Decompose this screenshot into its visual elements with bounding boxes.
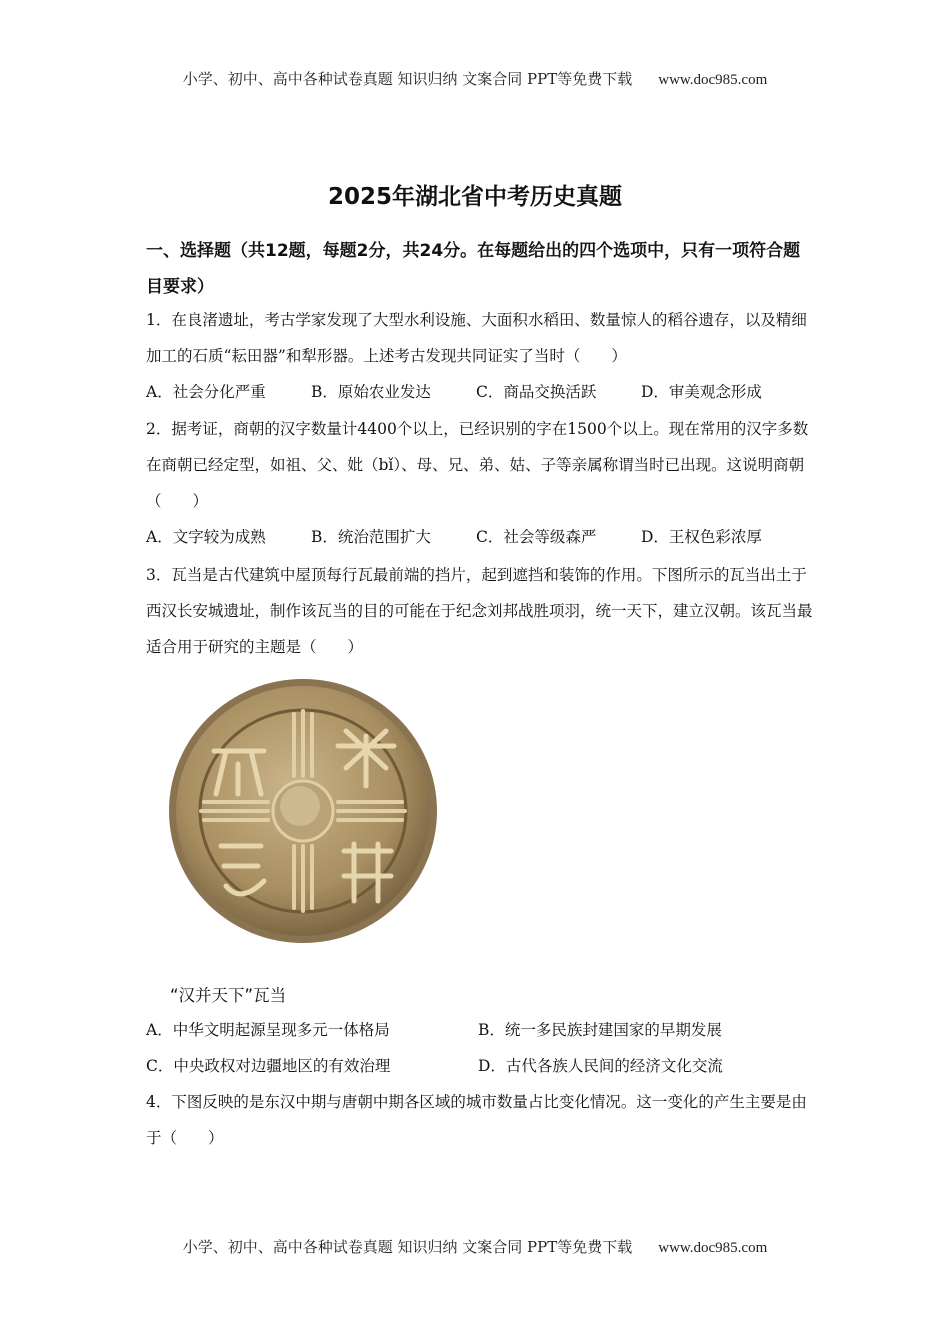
q3-option-d[interactable]: D．古代各族人民间的经济文化交流	[478, 1057, 723, 1075]
q1-option-b[interactable]: B．原始农业发达	[311, 383, 431, 401]
footer-site-link[interactable]: www.doc985.com	[658, 1240, 768, 1256]
page-header	[0, 68, 950, 89]
q1-option-d[interactable]: D．审美观念形成	[641, 383, 762, 401]
question-3-options-row-1	[146, 1018, 814, 1042]
page-footer	[0, 1236, 950, 1257]
q3-option-c[interactable]: C．中央政权对边疆地区的有效治理	[146, 1057, 391, 1075]
q3-option-a[interactable]: A．中华文明起源呈现多元一体格局	[146, 1021, 390, 1039]
question-2-stem: 2．据考证，商朝的汉字数量计4400个以上，已经识别的字在1500个以上。现在常用的汉字多数在商朝已经定型，如祖、父、妣（bǐ）、母、兄、弟、姑、子等亲属称谓当时已出现。这说明商朝（ ）	[146, 420, 809, 510]
q2-option-d[interactable]: D．王权色彩浓厚	[641, 528, 762, 546]
q1-option-c[interactable]: C．商品交换活跃	[476, 383, 597, 401]
q2-option-a[interactable]: A．文字较为成熟	[146, 528, 266, 546]
page-title: 2025年湖北省中考历史真题	[327, 184, 622, 210]
q2-option-b[interactable]: B．统治范围扩大	[311, 528, 431, 546]
question-1-options	[146, 380, 814, 404]
q1-option-a[interactable]: A．社会分化严重	[146, 383, 266, 401]
q2-option-c[interactable]: C．社会等级森严	[476, 528, 597, 546]
q3-option-b[interactable]: B．统一多民族封建国家的早期发展	[478, 1021, 722, 1039]
question-3-options-row-2	[146, 1054, 814, 1078]
footer-text: 小学、初中、高中各种试卷真题 知识归纳 文案合同 PPT等免费下载	[182, 1238, 633, 1256]
roof-tile-drawing	[166, 676, 441, 946]
question-4-stem: 4．下图反映的是东汉中期与唐朝中期各区域的城市数量占比变化情况。这一变化的产生主要是由于（ ）	[146, 1093, 807, 1147]
image-caption: “汉并天下”瓦当	[170, 986, 287, 1005]
header-text: 小学、初中、高中各种试卷真题 知识归纳 文案合同 PPT等免费下载	[182, 70, 633, 88]
section-heading: 一、选择题（共12题，每题2分，共24分。在每题给出的四个选项中，只有一项符合题目要求）	[146, 241, 801, 297]
question-1-stem: 1．在良渚遗址，考古学家发现了大型水利设施、大面积水稻田、数量惊人的稻谷遗存，以及精细加工的石质“耘田器”和犁形器。上述考古发现共同证实了当时（ ）	[146, 311, 807, 365]
header-site-link[interactable]: www.doc985.com	[658, 72, 768, 88]
question-3-stem: 3．瓦当是古代建筑中屋顶每行瓦最前端的挡片，起到遮挡和装饰的作用。下图所示的瓦当出土于西汉长安城遗址，制作该瓦当的目的可能在于纪念刘邦战胜项羽，统一天下，建立汉朝。该瓦当最适合用于研究的主题是（ ）	[146, 566, 813, 656]
wadang-roof-tile-image	[166, 676, 441, 946]
question-2-options	[146, 525, 814, 549]
